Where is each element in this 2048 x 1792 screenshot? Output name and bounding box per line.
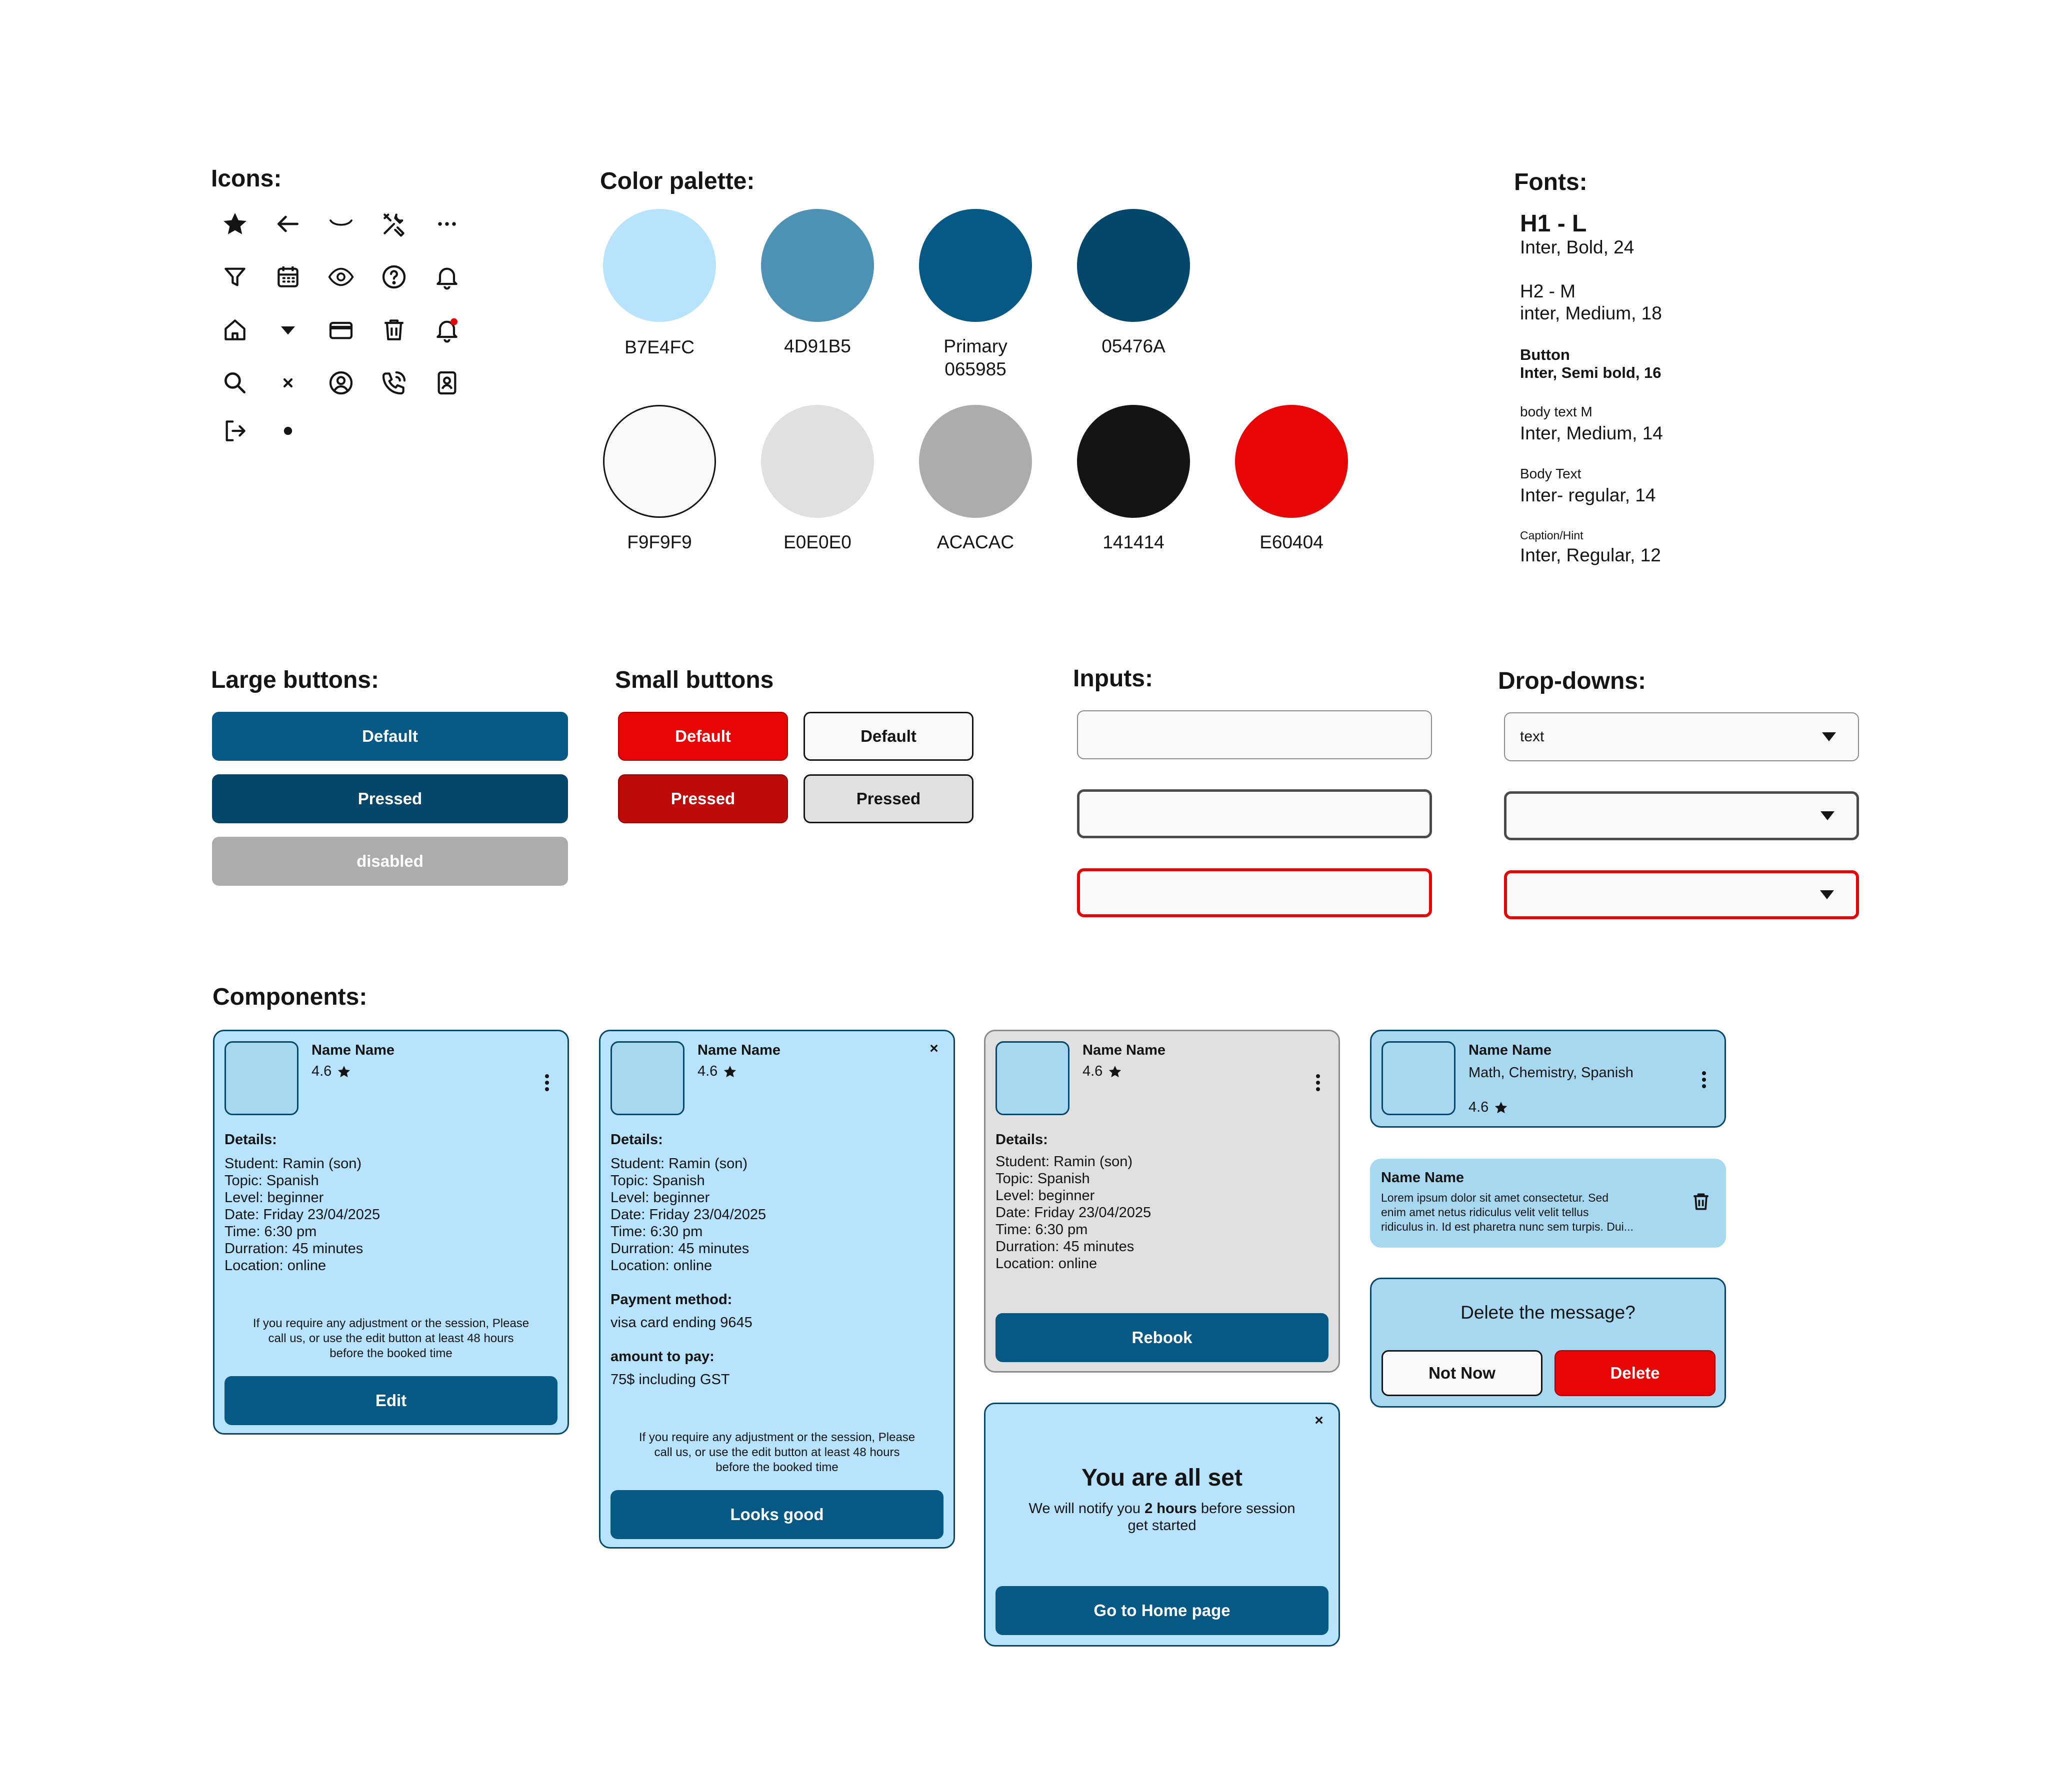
avatar [1382,1041,1456,1115]
tutor-name: Name Name [1468,1042,1552,1058]
eye-icon [321,257,361,297]
dropdown-error[interactable] [1504,870,1859,919]
rating [312,1063,352,1080]
text-input-error[interactable] [1077,868,1432,917]
go-home-button[interactable]: Go to Home page [996,1586,1328,1635]
rating [1082,1063,1122,1080]
swatch-mid-blue [761,209,874,322]
star-icon [336,1064,352,1079]
delete-question: Delete the message? [1460,1302,1636,1323]
tutor-name: Name Name [1082,1042,1166,1058]
home-icon [215,310,255,350]
text-input-default[interactable] [1077,710,1432,759]
logout-icon [215,411,255,451]
rating-value: 4.6 [1082,1063,1103,1079]
close-icon[interactable]: × [1314,1412,1324,1429]
font-name-body: Body Text [1520,466,1582,481]
dot-icon [268,411,308,451]
calendar-icon [268,257,308,297]
trash-icon [374,310,414,350]
rating-value: 4.6 [312,1063,332,1079]
more-horizontal-icon [427,204,467,244]
details-label: Details: [996,1132,1048,1148]
details-text: Student: Ramin (son) Topic: Spanish Level: beginner Date: Friday 23/04/2025 Time: 6:30 pm Durration: 45 minutes Location: online [610,1156,766,1274]
swatch-red [1235,405,1348,518]
credit-card-icon [321,310,361,350]
swatch-light-grey [761,405,874,518]
tutor-subjects: Math, Chemistry, Spanish [1468,1065,1634,1081]
tutor-name: Name Name [312,1042,395,1058]
avatar [996,1041,1070,1115]
font-spec-button: Inter, Semi bold, 16 [1520,364,1662,381]
details-text: Student: Ramin (son) Topic: Spanish Level: beginner Date: Friday 23/04/2025 Time: 6:30 pm Durration: 45 minutes Location: online [996,1154,1152,1272]
success-message-highlight: 2 hours [1144,1501,1197,1517]
palette-section-title: Color palette: [600,168,755,194]
font-name-caption: Caption/Hint [1520,529,1584,542]
message-preview: Lorem ipsum dolor sit amet consectetur. Sed enim amet netus ridiculus velit velit tellus ridiculus in. Id est pharetra nunc sem turpis. Dui... [1381,1191,1634,1233]
fonts-section-title: Fonts: [1514,169,1588,195]
caret-down-icon [1822,732,1836,741]
success-message [986,1500,1338,1534]
success-message-text: before session [1196,1501,1296,1517]
star-icon [215,204,255,244]
caret-down-icon [268,310,308,350]
caret-down-icon [1820,811,1834,820]
arrow-left-icon [268,204,308,244]
success-message-text: get started [1128,1518,1196,1534]
edit-button[interactable]: Edit [224,1376,558,1425]
font-spec-caption: Inter, Regular, 12 [1520,545,1661,565]
font-spec-body: Inter- regular, 14 [1520,485,1656,505]
swatch-label: Primary 065985 [944,336,1008,379]
star-icon [1108,1064,1122,1079]
swatch-off-white [603,405,716,518]
swatch-label: ACACAC [936,532,1014,552]
delete-button[interactable]: Delete [1554,1350,1716,1396]
swatch-label: 141414 [1102,532,1164,552]
swatch-light-blue [603,209,716,322]
star-icon [1494,1100,1508,1115]
rating [1468,1099,1508,1116]
user-circle-icon [321,363,361,403]
details-label: Details: [224,1132,277,1148]
booking-card-edit [213,1030,569,1435]
small-outline-pressed-button[interactable]: Pressed [804,774,974,823]
dropdown-default[interactable] [1504,712,1859,761]
bell-icon [427,257,467,297]
smile-arc-icon [321,204,361,244]
message-card[interactable] [1370,1159,1726,1248]
large-buttons-title: Large buttons: [211,667,379,693]
details-label: Details: [610,1132,663,1148]
rating-value: 4.6 [1468,1099,1489,1115]
adjustment-notice: If you require any adjustment or the session, Please call us, or use the edit button at least 48 hours before the booked time [252,1317,530,1360]
close-icon[interactable]: × [930,1040,938,1057]
not-now-button[interactable]: Not Now [1382,1350,1542,1396]
small-outline-default-button[interactable]: Default [804,712,974,761]
large-default-button[interactable]: Default [212,712,568,761]
large-pressed-button[interactable]: Pressed [212,774,568,823]
rating-value: 4.6 [698,1063,718,1079]
success-modal [984,1403,1340,1647]
small-buttons-title: Small buttons [615,667,774,693]
swatch-label: F9F9F9 [627,532,692,552]
adjustment-notice: If you require any adjustment or the session, Please call us, or use the edit button at least 48 hours before the booked time [638,1431,916,1474]
font-spec-body-m: Inter, Medium, 14 [1520,423,1663,443]
swatch-black [1077,405,1190,518]
font-name-h2: H2 - M [1520,281,1576,301]
phone-call-icon [374,363,414,403]
bell-alert-icon [427,310,467,350]
tutor-name: Name Name [698,1042,781,1058]
font-spec-h2: inter, Medium, 18 [1520,303,1662,323]
past-booking-card [984,1030,1340,1373]
dropdown-focused[interactable] [1504,791,1859,840]
tools-icon [374,204,414,244]
contact-book-icon [427,363,467,403]
close-icon [268,363,308,403]
filter-icon [215,257,255,297]
more-vertical-icon[interactable] [1310,1070,1326,1095]
swatch-label: B7E4FC [624,337,694,357]
dropdown-value: text [1520,728,1544,745]
success-title: You are all set [1082,1465,1242,1491]
avatar [610,1041,684,1115]
search-icon [215,363,255,403]
icons-section-title: Icons: [211,165,282,192]
large-disabled-button[interactable]: disabled [212,837,568,886]
components-title: Components: [212,984,368,1010]
swatch-label: E60404 [1260,532,1324,552]
avatar [224,1041,298,1115]
rating [698,1063,738,1080]
payment-method-label: Payment method: [610,1292,732,1308]
font-name-h1: H1 - L [1520,210,1587,237]
font-name-body-m: body text M [1520,404,1592,419]
amount-label: amount to pay: [610,1349,714,1365]
text-input-focused[interactable] [1077,789,1432,838]
payment-method-value: visa card ending 9645 [610,1315,752,1331]
help-circle-icon [374,257,414,297]
amount-value: 75$ including GST [610,1372,730,1388]
swatch-dark-blue [1077,209,1190,322]
success-message-text: We will notify you [1028,1501,1145,1517]
small-red-pressed-button[interactable]: Pressed [618,774,788,823]
swatch-grey [919,405,1032,518]
font-name-button: Button [1520,346,1570,363]
more-vertical-icon[interactable] [540,1070,554,1095]
details-text: Student: Ramin (son) Topic: Spanish Level: beginner Date: Friday 23/04/2025 Time: 6:30 pm Durration: 45 minutes Location: online [224,1156,380,1274]
caret-down-icon [1820,890,1834,899]
swatch-label: 4D91B5 [784,336,851,356]
swatch-primary [919,209,1032,322]
more-vertical-icon[interactable] [1696,1067,1712,1092]
font-spec-h1: Inter, Bold, 24 [1520,237,1634,257]
delete-dialog [1370,1278,1726,1408]
booking-confirmation-card [599,1030,955,1549]
trash-icon[interactable] [1690,1191,1712,1213]
swatch-label: E0E0E0 [784,532,852,552]
looks-good-button[interactable]: Looks good [610,1490,944,1539]
dropdowns-title: Drop-downs: [1498,668,1646,694]
small-red-default-button[interactable]: Default [618,712,788,761]
inputs-title: Inputs: [1073,665,1153,692]
sender-name: Name Name [1381,1170,1464,1186]
tutor-card[interactable] [1370,1030,1726,1128]
rebook-button[interactable]: Rebook [996,1313,1328,1362]
swatch-label: 05476A [1102,336,1166,356]
star-icon [722,1064,738,1079]
